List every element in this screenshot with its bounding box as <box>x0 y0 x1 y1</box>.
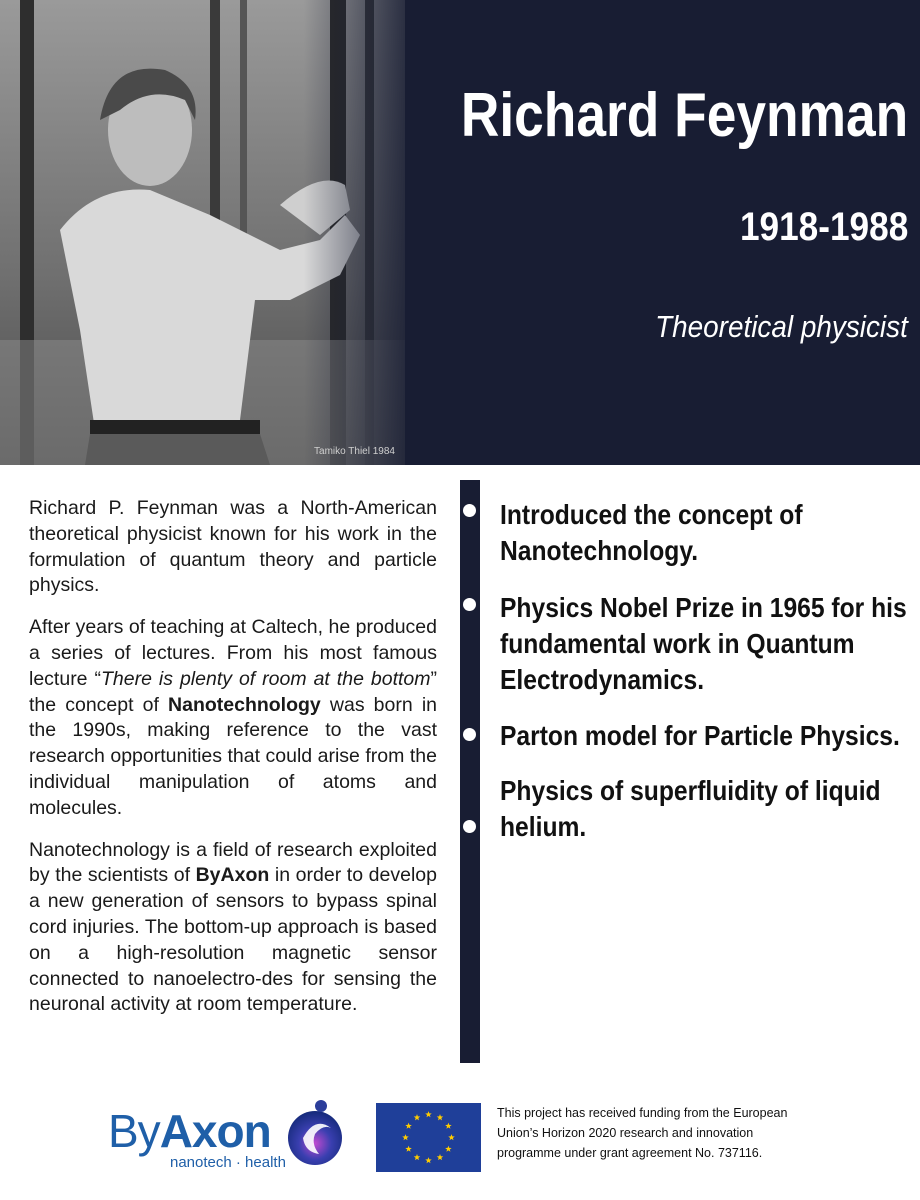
nanotechnology-term: Nanotechnology <box>168 693 321 716</box>
achievement-item: Parton model for Particle Physics. <box>500 720 900 751</box>
byaxon-logo <box>108 1096 348 1176</box>
eu-flag-icon <box>376 1103 481 1172</box>
bullet-dot-icon <box>463 598 476 611</box>
bio-text: in order to develop a new generation of sensors to bypass spinal cord injuries. The bottom-up approach is based on a high-resolution magnetic sensor connected to nanoelectro-des for sensing the neuronal activity at room temperature. <box>29 864 437 1016</box>
brand-name <box>108 1104 271 1158</box>
bullet-dot-icon <box>463 820 476 833</box>
achievement-item: Physics of superfluidity of liquid helium. <box>500 775 881 842</box>
funding-notice: This project has received funding from the European Union’s Horizon 2020 research and innovation programme under grant agreement No. 737116. <box>497 1106 788 1160</box>
vertical-divider <box>460 480 480 1063</box>
achievements-list <box>500 497 910 863</box>
brand-tagline: nanotech · health <box>170 1154 286 1171</box>
portrait-image <box>0 0 405 465</box>
bio-text: ” the concept of <box>29 667 437 716</box>
brand-mark-icon <box>283 1096 343 1171</box>
photo-credit: Tamiko Thiel 1984 <box>314 446 395 457</box>
bullet-dot-icon <box>463 504 476 517</box>
bio-text: Nanotechnology is a field of research exploited by the scientists of <box>29 838 437 887</box>
bio-paragraph-3 <box>29 838 437 1019</box>
byaxon-term: ByAxon <box>195 864 270 887</box>
bullet-dot-icon <box>463 728 476 741</box>
page-title: Richard Feynman <box>460 81 908 150</box>
lifespan-years: 1918-1988 <box>739 205 908 249</box>
brand-name-bold: Axon <box>159 1105 271 1157</box>
achievement-item: Introduced the concept of Nanotechnology. <box>500 499 803 566</box>
bio-text: After years of teaching at Caltech, he produced a series of lectures. From his most famous lecture “ <box>29 616 437 690</box>
biography <box>29 496 437 1034</box>
portrait-photo <box>0 0 405 465</box>
lecture-title: There is plenty of room at the bottom <box>101 667 431 690</box>
profession: Theoretical physicist <box>655 309 908 344</box>
bio-text: was born in the 1990s, making reference to the vast research opportunities that could arise from the individual manipulation of atoms and molecules. <box>29 693 438 819</box>
brand-name-light: By <box>108 1105 160 1157</box>
header-banner <box>0 0 920 465</box>
bio-paragraph-1: Richard P. Feynman was a North-American theoretical physicist known for his work in the formulation of quantum theory and particle physics. <box>29 497 437 597</box>
bio-paragraph-2 <box>29 615 437 821</box>
achievement-item: Physics Nobel Prize in 1965 for his fundamental work in Quantum Electrodynamics. <box>500 592 907 695</box>
